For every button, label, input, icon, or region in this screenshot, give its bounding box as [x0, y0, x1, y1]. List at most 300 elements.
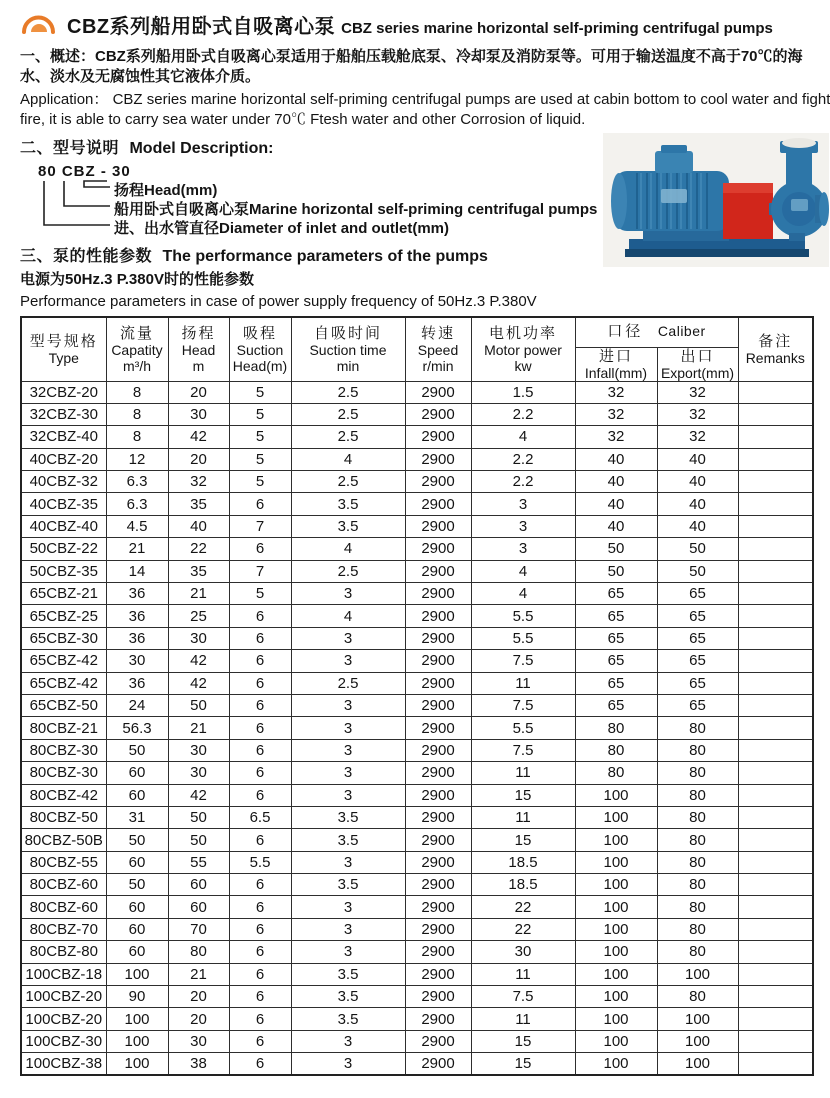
- table-row: [21, 941, 813, 963]
- col-header-head-en: Head: [181, 341, 216, 358]
- table-cell: 6: [229, 829, 291, 851]
- table-cell: 2900: [405, 806, 471, 828]
- col-header-motor-power-en: Motor power: [484, 341, 562, 358]
- col-header-caliber-group: [575, 317, 738, 347]
- table-cell: 3: [291, 739, 405, 761]
- table-cell: 2.5: [291, 381, 405, 403]
- table-cell: 5: [229, 471, 291, 493]
- table-cell: 40CBZ-32: [21, 471, 106, 493]
- table-row: [21, 471, 813, 493]
- col-header-speed-zh: 转速: [420, 324, 455, 342]
- table-cell: 2900: [405, 694, 471, 716]
- table-cell: 5.5: [471, 627, 575, 649]
- table-cell: 2.2: [471, 471, 575, 493]
- table-cell: 100: [575, 986, 657, 1008]
- col-header-type-en: Type: [48, 349, 79, 366]
- table-row: [21, 403, 813, 425]
- table-row: [21, 851, 813, 873]
- col-header-suction-time-zh: 自吸时间: [313, 324, 382, 342]
- table-cell: 100CBZ-30: [21, 1030, 106, 1052]
- table-cell: 2900: [405, 784, 471, 806]
- table-cell: 2900: [405, 672, 471, 694]
- table-cell: 15: [471, 784, 575, 806]
- table-cell: 32: [575, 426, 657, 448]
- table-cell: 2900: [405, 381, 471, 403]
- table-row: [21, 874, 813, 896]
- table-cell: 3: [291, 918, 405, 940]
- table-cell: 18.5: [471, 874, 575, 896]
- table-cell: 32: [575, 403, 657, 425]
- table-cell: 40: [575, 493, 657, 515]
- table-cell: 60: [106, 896, 168, 918]
- table-cell: 2900: [405, 851, 471, 873]
- table-cell: 2900: [405, 941, 471, 963]
- table-cell: 30: [471, 941, 575, 963]
- table-cell: 3: [291, 583, 405, 605]
- table-cell: 2900: [405, 583, 471, 605]
- table-cell: 2900: [405, 605, 471, 627]
- table-cell: 80: [575, 762, 657, 784]
- table-row: [21, 672, 813, 694]
- col-header-caliber-zh: 口径: [607, 323, 644, 341]
- table-cell: 65: [575, 694, 657, 716]
- model-label-pump-type: 船用卧式自吸离心泵Marine horizontal self-priming centrifugal pumps: [114, 201, 598, 218]
- table-row: [21, 896, 813, 918]
- table-cell: [738, 739, 813, 761]
- table-cell: 6: [229, 627, 291, 649]
- table-row: [21, 1053, 813, 1075]
- table-cell: 60: [168, 896, 229, 918]
- table-cell: 50: [106, 874, 168, 896]
- table-cell: 6: [229, 918, 291, 940]
- table-cell: [738, 583, 813, 605]
- table-cell: 65: [657, 672, 738, 694]
- table-cell: 80: [657, 874, 738, 896]
- table-row: [21, 538, 813, 560]
- table-cell: 80: [657, 829, 738, 851]
- table-cell: [738, 963, 813, 985]
- table-cell: 80CBZ-60: [21, 874, 106, 896]
- table-cell: 80: [657, 784, 738, 806]
- table-cell: 50: [575, 538, 657, 560]
- table-cell: [738, 672, 813, 694]
- table-cell: 2900: [405, 515, 471, 537]
- performance-table: [20, 316, 814, 1076]
- table-cell: 2900: [405, 963, 471, 985]
- table-cell: 36: [106, 605, 168, 627]
- table-cell: 50: [657, 560, 738, 582]
- table-cell: 80: [657, 941, 738, 963]
- table-cell: 20: [168, 1008, 229, 1030]
- table-cell: [738, 717, 813, 739]
- table-row: [21, 627, 813, 649]
- table-cell: 3.5: [291, 986, 405, 1008]
- table-row: [21, 1030, 813, 1052]
- pump-photo: [603, 133, 829, 267]
- table-cell: 50: [657, 538, 738, 560]
- col-header-export: [657, 347, 738, 381]
- table-cell: 22: [471, 918, 575, 940]
- table-cell: 65CBZ-42: [21, 672, 106, 694]
- table-cell: 90: [106, 986, 168, 1008]
- table-cell: [738, 806, 813, 828]
- page-title-zh: CBZ系列船用卧式自吸离心泵: [67, 16, 336, 38]
- table-cell: 2.5: [291, 672, 405, 694]
- table-row: [21, 1008, 813, 1030]
- table-cell: [738, 784, 813, 806]
- table-cell: 2900: [405, 1053, 471, 1075]
- page-title-en: CBZ series marine horizontal self-priming centrifugal pumps: [341, 20, 773, 37]
- col-header-speed-en: Speed: [417, 341, 459, 358]
- table-cell: 32CBZ-40: [21, 426, 106, 448]
- table-cell: 21: [168, 717, 229, 739]
- table-cell: 100: [106, 1030, 168, 1052]
- table-cell: 7: [229, 560, 291, 582]
- table-cell: 2900: [405, 538, 471, 560]
- table-row: [21, 762, 813, 784]
- table-cell: [738, 918, 813, 940]
- table-cell: 100: [575, 851, 657, 873]
- table-cell: 65CBZ-21: [21, 583, 106, 605]
- table-row: [21, 986, 813, 1008]
- table-cell: 60: [106, 851, 168, 873]
- table-cell: 3: [291, 694, 405, 716]
- table-cell: 65: [657, 627, 738, 649]
- table-cell: 2900: [405, 717, 471, 739]
- table-cell: 70: [168, 918, 229, 940]
- table-cell: 38: [168, 1053, 229, 1075]
- table-cell: 2900: [405, 650, 471, 672]
- col-header-remarks: [738, 317, 813, 381]
- table-cell: 2.5: [291, 560, 405, 582]
- col-header-suction-time: [291, 317, 405, 381]
- table-cell: 100CBZ-20: [21, 1008, 106, 1030]
- table-cell: 80CBZ-42: [21, 784, 106, 806]
- table-cell: [738, 381, 813, 403]
- table-cell: 7.5: [471, 739, 575, 761]
- table-cell: 30: [106, 650, 168, 672]
- table-cell: 5: [229, 448, 291, 470]
- table-cell: [738, 538, 813, 560]
- table-cell: 2.5: [291, 471, 405, 493]
- table-cell: 3: [291, 941, 405, 963]
- table-cell: 3.5: [291, 493, 405, 515]
- table-cell: 15: [471, 829, 575, 851]
- col-header-capacity-unit: m³/h: [123, 357, 151, 374]
- table-row: [21, 426, 813, 448]
- table-cell: 80: [657, 739, 738, 761]
- table-cell: 15: [471, 1053, 575, 1075]
- table-cell: 80: [657, 986, 738, 1008]
- performance-subtitle-zh: 电源为50Hz.3 P.380V时的性能参数: [20, 271, 254, 288]
- col-header-motor-power: [471, 317, 575, 381]
- table-row: [21, 650, 813, 672]
- table-cell: 7.5: [471, 650, 575, 672]
- table-cell: 36: [106, 672, 168, 694]
- model-code: 80 CBZ - 30: [38, 163, 131, 180]
- table-cell: 6: [229, 941, 291, 963]
- table-cell: 11: [471, 806, 575, 828]
- table-cell: 50CBZ-22: [21, 538, 106, 560]
- table-cell: 21: [168, 583, 229, 605]
- col-header-motor-power-zh: 电机功率: [488, 324, 557, 342]
- table-cell: 100CBZ-18: [21, 963, 106, 985]
- table-cell: 5: [229, 381, 291, 403]
- table-cell: 1.5: [471, 381, 575, 403]
- table-cell: 8: [106, 426, 168, 448]
- table-cell: 80: [657, 762, 738, 784]
- performance-heading-zh: 三、泵的性能参数: [20, 248, 153, 265]
- table-cell: 100: [575, 1030, 657, 1052]
- overview-paragraph-zh: 一、概述：CBZ系列船用卧式自吸离心泵适用于船舶压载舱底泵、冷却泵及消防泵等。可用于输送温度不高于70℃的海水、淡水及无腐蚀性其它液体介质。: [20, 48, 803, 85]
- table-cell: 100: [575, 874, 657, 896]
- table-cell: 100: [657, 1030, 738, 1052]
- col-header-suction-head: [229, 317, 291, 381]
- table-row: [21, 717, 813, 739]
- table-cell: [738, 762, 813, 784]
- performance-heading-en: The performance parameters of the pumps: [162, 248, 488, 265]
- table-cell: 11: [471, 762, 575, 784]
- table-cell: 24: [106, 694, 168, 716]
- table-cell: 6: [229, 874, 291, 896]
- table-cell: 32: [575, 381, 657, 403]
- table-row: [21, 694, 813, 716]
- table-cell: 3.5: [291, 806, 405, 828]
- table-cell: [738, 605, 813, 627]
- col-header-suction-head-en: Suction: [236, 341, 284, 358]
- table-cell: 80: [657, 806, 738, 828]
- table-cell: [738, 1053, 813, 1075]
- table-cell: 5.5: [229, 851, 291, 873]
- table-cell: 60: [106, 918, 168, 940]
- table-cell: 2900: [405, 762, 471, 784]
- table-row: [21, 605, 813, 627]
- table-cell: 4: [291, 538, 405, 560]
- table-cell: 2.5: [291, 403, 405, 425]
- table-cell: 65: [575, 605, 657, 627]
- table-cell: 2900: [405, 471, 471, 493]
- table-cell: 100CBZ-20: [21, 986, 106, 1008]
- table-cell: 42: [168, 672, 229, 694]
- table-cell: 7: [229, 515, 291, 537]
- table-cell: 6: [229, 717, 291, 739]
- table-cell: 3.5: [291, 874, 405, 896]
- table-cell: 40: [168, 515, 229, 537]
- table-cell: 2900: [405, 560, 471, 582]
- table-cell: 50: [168, 694, 229, 716]
- table-cell: 2900: [405, 403, 471, 425]
- table-cell: 2900: [405, 493, 471, 515]
- col-header-speed-unit: r/min: [422, 357, 454, 374]
- col-header-infall-zh: 进口: [598, 347, 633, 365]
- table-cell: 3: [291, 762, 405, 784]
- table-cell: 2900: [405, 829, 471, 851]
- table-cell: [738, 694, 813, 716]
- col-header-caliber-en: Caliber: [657, 323, 706, 340]
- table-cell: 4: [291, 448, 405, 470]
- table-cell: [738, 426, 813, 448]
- table-cell: 40: [657, 493, 738, 515]
- table-cell: 80: [657, 717, 738, 739]
- table-cell: 6: [229, 605, 291, 627]
- table-cell: 6: [229, 1053, 291, 1075]
- table-cell: 3: [291, 1053, 405, 1075]
- table-cell: [738, 896, 813, 918]
- table-cell: 6.3: [106, 493, 168, 515]
- table-cell: 36: [106, 627, 168, 649]
- table-cell: 8: [106, 403, 168, 425]
- table-cell: 21: [168, 963, 229, 985]
- table-cell: 60: [106, 941, 168, 963]
- table-cell: 65: [657, 650, 738, 672]
- table-cell: 3: [291, 851, 405, 873]
- table-cell: 8: [106, 381, 168, 403]
- col-header-type: [21, 317, 106, 381]
- table-cell: 2.2: [471, 448, 575, 470]
- table-cell: 32: [657, 381, 738, 403]
- table-cell: 42: [168, 784, 229, 806]
- col-header-export-zh: 出口: [680, 347, 715, 365]
- col-header-remarks-en: Remanks: [745, 349, 805, 366]
- table-cell: 60: [106, 784, 168, 806]
- table-row: [21, 963, 813, 985]
- table-cell: 65: [575, 583, 657, 605]
- table-cell: 7.5: [471, 694, 575, 716]
- table-row: [21, 448, 813, 470]
- table-cell: 2900: [405, 627, 471, 649]
- table-cell: 40CBZ-20: [21, 448, 106, 470]
- table-cell: 4: [471, 583, 575, 605]
- table-cell: 11: [471, 963, 575, 985]
- table-cell: 60: [106, 762, 168, 784]
- col-header-remarks-zh: 备注: [758, 332, 793, 350]
- table-cell: 40: [575, 448, 657, 470]
- table-cell: 36: [106, 583, 168, 605]
- table-cell: 100: [575, 829, 657, 851]
- table-header: [21, 317, 813, 381]
- table-cell: [738, 560, 813, 582]
- table-cell: 50CBZ-35: [21, 560, 106, 582]
- table-cell: 35: [168, 560, 229, 582]
- table-cell: 65: [657, 605, 738, 627]
- table-cell: 20: [168, 448, 229, 470]
- table-cell: 80CBZ-50: [21, 806, 106, 828]
- table-row: [21, 515, 813, 537]
- table-cell: 6.3: [106, 471, 168, 493]
- table-cell: 65: [575, 672, 657, 694]
- table-cell: 30: [168, 403, 229, 425]
- table-cell: 100: [575, 941, 657, 963]
- table-cell: 32: [657, 426, 738, 448]
- col-header-type-zh: 型号规格: [29, 332, 98, 350]
- table-cell: 12: [106, 448, 168, 470]
- table-cell: [738, 941, 813, 963]
- table-cell: 50: [168, 829, 229, 851]
- table-cell: 4: [471, 426, 575, 448]
- table-cell: 31: [106, 806, 168, 828]
- table-row: [21, 806, 813, 828]
- table-cell: 22: [471, 896, 575, 918]
- table-cell: 100: [657, 963, 738, 985]
- table-cell: 56.3: [106, 717, 168, 739]
- table-cell: [738, 1030, 813, 1052]
- table-cell: [738, 515, 813, 537]
- table-cell: 32: [168, 471, 229, 493]
- table-cell: 2900: [405, 918, 471, 940]
- col-header-motor-power-unit: kw: [514, 357, 532, 374]
- overview-paragraph-en: [20, 90, 830, 130]
- table-cell: 15: [471, 1030, 575, 1052]
- table-cell: 100: [575, 784, 657, 806]
- col-header-infall: [575, 347, 657, 381]
- table-cell: 5: [229, 583, 291, 605]
- table-cell: 4.5: [106, 515, 168, 537]
- table-cell: 100CBZ-38: [21, 1053, 106, 1075]
- application-text: CBZ series marine horizontal self-priming centrifugal pumps are used at cabin bottom to cool water and fight fire, it is able to carry sea water under 70℃ Ftesh water and other Corrosion of liquid.: [20, 91, 830, 128]
- table-cell: 40: [657, 471, 738, 493]
- model-label-diameter: 进、出水管直径Diameter of inlet and outlet(mm): [114, 220, 450, 237]
- table-cell: 2900: [405, 874, 471, 896]
- table-cell: 65: [575, 650, 657, 672]
- table-cell: 80: [657, 918, 738, 940]
- col-header-capacity-zh: 流量: [119, 324, 154, 342]
- table-cell: 4: [291, 605, 405, 627]
- col-header-capacity-en: Capatity: [111, 341, 163, 358]
- table-cell: 18.5: [471, 851, 575, 873]
- table-cell: 65CBZ-25: [21, 605, 106, 627]
- table-cell: 6: [229, 694, 291, 716]
- table-row: [21, 739, 813, 761]
- table-cell: 2900: [405, 739, 471, 761]
- table-cell: [738, 986, 813, 1008]
- table-cell: [738, 874, 813, 896]
- table-cell: 6: [229, 762, 291, 784]
- table-cell: 30: [168, 762, 229, 784]
- table-cell: 5.5: [471, 717, 575, 739]
- table-cell: 50: [575, 560, 657, 582]
- table-cell: 80CBZ-30: [21, 762, 106, 784]
- table-cell: 65: [575, 627, 657, 649]
- table-cell: 32: [657, 403, 738, 425]
- table-cell: 80: [575, 717, 657, 739]
- table-cell: 6: [229, 963, 291, 985]
- table-cell: 3.5: [291, 829, 405, 851]
- page-header: [20, 10, 812, 39]
- table-cell: 22: [168, 538, 229, 560]
- page-title: [67, 10, 773, 39]
- table-body: [21, 381, 813, 1075]
- table-cell: 65: [657, 694, 738, 716]
- table-cell: 3: [291, 717, 405, 739]
- table-cell: 3: [291, 1030, 405, 1052]
- table-cell: 65CBZ-42: [21, 650, 106, 672]
- table-cell: 32CBZ-30: [21, 403, 106, 425]
- model-description-heading-en: Model Description:: [129, 140, 274, 157]
- model-label-head: 扬程Head(mm): [114, 182, 218, 199]
- table-cell: 2.5: [291, 426, 405, 448]
- table-cell: 3: [291, 896, 405, 918]
- table-cell: 2900: [405, 1008, 471, 1030]
- table-cell: 2900: [405, 426, 471, 448]
- col-header-speed: [405, 317, 471, 381]
- table-cell: 40: [657, 448, 738, 470]
- col-header-head: [168, 317, 229, 381]
- table-cell: 2900: [405, 1030, 471, 1052]
- table-cell: 40CBZ-35: [21, 493, 106, 515]
- table-cell: 3: [291, 650, 405, 672]
- table-cell: 50: [168, 806, 229, 828]
- table-cell: 30: [168, 627, 229, 649]
